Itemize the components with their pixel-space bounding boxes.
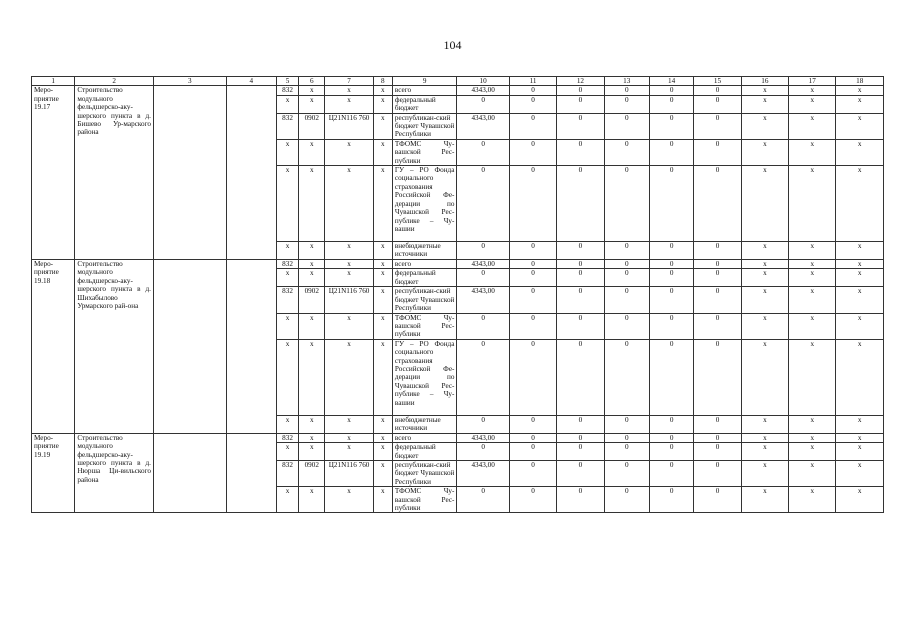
cell-c16: x bbox=[741, 139, 788, 165]
cell-c15: 0 bbox=[694, 415, 741, 433]
cell-c14: 0 bbox=[649, 287, 693, 313]
header-cell-13: 13 bbox=[604, 77, 649, 86]
cell-c16: x bbox=[741, 487, 788, 513]
cell-c5: x bbox=[276, 415, 298, 433]
cell-c13: 0 bbox=[604, 166, 649, 242]
table-row bbox=[32, 260, 884, 269]
col-3-cell bbox=[153, 86, 226, 260]
header-cell-10: 10 bbox=[457, 77, 509, 86]
cell-c18: x bbox=[836, 166, 884, 242]
cell-c12: 0 bbox=[557, 242, 604, 260]
cell-c13: 0 bbox=[604, 415, 649, 433]
cell-c17: x bbox=[789, 242, 836, 260]
cell-c10: 0 bbox=[457, 166, 509, 242]
header-cell-2: 2 bbox=[75, 77, 154, 86]
cell-c15: 0 bbox=[694, 113, 741, 139]
cell-c18: x bbox=[836, 260, 884, 269]
cell-c10: 0 bbox=[457, 339, 509, 415]
cell-c5: 832 bbox=[276, 433, 298, 442]
cell-c14: 0 bbox=[649, 260, 693, 269]
funding-source: республикан-ский бюджет Чувашской Республики bbox=[392, 113, 457, 139]
cell-c6: x bbox=[299, 242, 325, 260]
funding-source: федеральный бюджет bbox=[392, 443, 457, 461]
cell-c13: 0 bbox=[604, 95, 649, 113]
cell-c14: 0 bbox=[649, 242, 693, 260]
cell-c14: 0 bbox=[649, 139, 693, 165]
cell-c8: x bbox=[373, 269, 392, 287]
cell-c10: 0 bbox=[457, 313, 509, 339]
measure-description: Строительство модульного фельдшерско-аку-шерского пункта в д. Бишево Ур-марского района bbox=[75, 86, 154, 260]
header-cell-6: 6 bbox=[299, 77, 325, 86]
cell-c11: 0 bbox=[509, 242, 556, 260]
cell-c18: x bbox=[836, 242, 884, 260]
cell-c17: x bbox=[789, 139, 836, 165]
cell-c7: x bbox=[325, 415, 373, 433]
cell-c13: 0 bbox=[604, 339, 649, 415]
cell-c15: 0 bbox=[694, 433, 741, 442]
cell-c14: 0 bbox=[649, 86, 693, 95]
cell-c17: x bbox=[789, 443, 836, 461]
cell-c8: x bbox=[373, 242, 392, 260]
cell-c5: 832 bbox=[276, 287, 298, 313]
cell-c12: 0 bbox=[557, 339, 604, 415]
cell-c16: x bbox=[741, 260, 788, 269]
cell-c17: x bbox=[789, 113, 836, 139]
header-cell-16: 16 bbox=[741, 77, 788, 86]
funding-source: всего bbox=[392, 260, 457, 269]
cell-c10: 0 bbox=[457, 487, 509, 513]
measure-id: Меро- приятие 19.18 bbox=[32, 260, 75, 434]
cell-c17: x bbox=[789, 86, 836, 95]
funding-source: всего bbox=[392, 86, 457, 95]
cell-c13: 0 bbox=[604, 269, 649, 287]
funding-source: ТФОМС Чу-вашской Рес-публики bbox=[392, 313, 457, 339]
header-cell-17: 17 bbox=[789, 77, 836, 86]
cell-c15: 0 bbox=[694, 287, 741, 313]
cell-c5: 832 bbox=[276, 113, 298, 139]
cell-c8: x bbox=[373, 443, 392, 461]
cell-c7: x bbox=[325, 339, 373, 415]
cell-c7: x bbox=[325, 269, 373, 287]
cell-c15: 0 bbox=[694, 242, 741, 260]
cell-c8: x bbox=[373, 287, 392, 313]
table-row bbox=[32, 86, 884, 95]
cell-c16: x bbox=[741, 95, 788, 113]
cell-c14: 0 bbox=[649, 460, 693, 486]
cell-c14: 0 bbox=[649, 339, 693, 415]
cell-c10: 0 bbox=[457, 415, 509, 433]
cell-c18: x bbox=[836, 269, 884, 287]
cell-c14: 0 bbox=[649, 443, 693, 461]
cell-c8: x bbox=[373, 339, 392, 415]
cell-c16: x bbox=[741, 415, 788, 433]
header-cell-1: 1 bbox=[32, 77, 75, 86]
cell-c7: x bbox=[325, 139, 373, 165]
header-cell-8: 8 bbox=[373, 77, 392, 86]
cell-c7: x bbox=[325, 242, 373, 260]
cell-c13: 0 bbox=[604, 460, 649, 486]
cell-c8: x bbox=[373, 260, 392, 269]
cell-c17: x bbox=[789, 487, 836, 513]
cell-c15: 0 bbox=[694, 86, 741, 95]
cell-c6: x bbox=[299, 339, 325, 415]
cell-c10: 4343,00 bbox=[457, 113, 509, 139]
cell-c17: x bbox=[789, 269, 836, 287]
cell-c13: 0 bbox=[604, 242, 649, 260]
cell-c5: x bbox=[276, 166, 298, 242]
header-cell-4: 4 bbox=[226, 77, 276, 86]
funding-source: ГУ – РО Фонда социального страхования Российской Фе-дерации по Чувашской Рес-публике – Чу-вашии bbox=[392, 166, 457, 242]
cell-c6: 0902 bbox=[299, 287, 325, 313]
cell-c7: Ц21N116 760 bbox=[325, 287, 373, 313]
cell-c5: 832 bbox=[276, 260, 298, 269]
cell-c12: 0 bbox=[557, 415, 604, 433]
funding-source: федеральный бюджет bbox=[392, 95, 457, 113]
cell-c7: x bbox=[325, 86, 373, 95]
cell-c17: x bbox=[789, 166, 836, 242]
col-3-cell bbox=[153, 260, 226, 434]
cell-c17: x bbox=[789, 260, 836, 269]
cell-c15: 0 bbox=[694, 460, 741, 486]
cell-c18: x bbox=[836, 287, 884, 313]
cell-c6: x bbox=[299, 415, 325, 433]
funding-source: федеральный бюджет bbox=[392, 269, 457, 287]
cell-c16: x bbox=[741, 433, 788, 442]
cell-c18: x bbox=[836, 487, 884, 513]
col-3-cell bbox=[153, 433, 226, 513]
cell-c18: x bbox=[836, 95, 884, 113]
cell-c11: 0 bbox=[509, 260, 556, 269]
cell-c12: 0 bbox=[557, 139, 604, 165]
header-cell-7: 7 bbox=[325, 77, 373, 86]
cell-c10: 0 bbox=[457, 443, 509, 461]
cell-c6: 0902 bbox=[299, 113, 325, 139]
measure-id: Меро- приятие 19.19 bbox=[32, 433, 75, 513]
cell-c10: 0 bbox=[457, 95, 509, 113]
header-cell-3: 3 bbox=[153, 77, 226, 86]
header-cell-12: 12 bbox=[557, 77, 604, 86]
cell-c15: 0 bbox=[694, 269, 741, 287]
cell-c14: 0 bbox=[649, 415, 693, 433]
cell-c8: x bbox=[373, 313, 392, 339]
cell-c17: x bbox=[789, 313, 836, 339]
cell-c11: 0 bbox=[509, 113, 556, 139]
table-row bbox=[32, 433, 884, 442]
cell-c12: 0 bbox=[557, 86, 604, 95]
cell-c15: 0 bbox=[694, 487, 741, 513]
cell-c14: 0 bbox=[649, 166, 693, 242]
cell-c16: x bbox=[741, 339, 788, 415]
cell-c10: 4343,00 bbox=[457, 460, 509, 486]
cell-c18: x bbox=[836, 139, 884, 165]
cell-c15: 0 bbox=[694, 313, 741, 339]
cell-c15: 0 bbox=[694, 260, 741, 269]
header-cell-15: 15 bbox=[694, 77, 741, 86]
cell-c8: x bbox=[373, 95, 392, 113]
cell-c12: 0 bbox=[557, 95, 604, 113]
cell-c5: x bbox=[276, 313, 298, 339]
cell-c11: 0 bbox=[509, 86, 556, 95]
cell-c12: 0 bbox=[557, 287, 604, 313]
cell-c6: 0902 bbox=[299, 460, 325, 486]
funding-source: внебюджетные источники bbox=[392, 242, 457, 260]
header-cell-11: 11 bbox=[509, 77, 556, 86]
cell-c5: x bbox=[276, 487, 298, 513]
budget-table bbox=[31, 76, 884, 513]
cell-c10: 4343,00 bbox=[457, 287, 509, 313]
header-cell-9: 9 bbox=[392, 77, 457, 86]
cell-c13: 0 bbox=[604, 260, 649, 269]
page-number: 104 bbox=[443, 38, 462, 52]
cell-c12: 0 bbox=[557, 487, 604, 513]
cell-c12: 0 bbox=[557, 260, 604, 269]
cell-c15: 0 bbox=[694, 139, 741, 165]
cell-c11: 0 bbox=[509, 269, 556, 287]
cell-c17: x bbox=[789, 287, 836, 313]
cell-c7: x bbox=[325, 443, 373, 461]
funding-source: республикан-ский бюджет Чувашской Республики bbox=[392, 287, 457, 313]
col-4-cell bbox=[226, 86, 276, 260]
cell-c10: 0 bbox=[457, 242, 509, 260]
funding-source: ТФОМС Чу-вашской Рес-публики bbox=[392, 487, 457, 513]
cell-c7: Ц21N116 760 bbox=[325, 460, 373, 486]
header-row bbox=[32, 77, 884, 86]
cell-c18: x bbox=[836, 86, 884, 95]
cell-c14: 0 bbox=[649, 433, 693, 442]
col-4-cell bbox=[226, 433, 276, 513]
cell-c5: x bbox=[276, 95, 298, 113]
cell-c6: x bbox=[299, 260, 325, 269]
cell-c8: x bbox=[373, 460, 392, 486]
cell-c14: 0 bbox=[649, 95, 693, 113]
header-cell-18: 18 bbox=[836, 77, 884, 86]
cell-c13: 0 bbox=[604, 433, 649, 442]
cell-c5: x bbox=[276, 339, 298, 415]
cell-c16: x bbox=[741, 113, 788, 139]
cell-c15: 0 bbox=[694, 95, 741, 113]
cell-c8: x bbox=[373, 139, 392, 165]
cell-c11: 0 bbox=[509, 415, 556, 433]
cell-c12: 0 bbox=[557, 313, 604, 339]
cell-c15: 0 bbox=[694, 166, 741, 242]
cell-c17: x bbox=[789, 95, 836, 113]
cell-c6: x bbox=[299, 139, 325, 165]
cell-c10: 4343,00 bbox=[457, 433, 509, 442]
cell-c18: x bbox=[836, 415, 884, 433]
cell-c8: x bbox=[373, 487, 392, 513]
cell-c13: 0 bbox=[604, 287, 649, 313]
cell-c13: 0 bbox=[604, 443, 649, 461]
cell-c10: 0 bbox=[457, 269, 509, 287]
cell-c14: 0 bbox=[649, 313, 693, 339]
header-cell-14: 14 bbox=[649, 77, 693, 86]
cell-c10: 4343,00 bbox=[457, 260, 509, 269]
cell-c16: x bbox=[741, 287, 788, 313]
cell-c13: 0 bbox=[604, 487, 649, 513]
cell-c6: x bbox=[299, 443, 325, 461]
cell-c12: 0 bbox=[557, 443, 604, 461]
col-4-cell bbox=[226, 260, 276, 434]
cell-c16: x bbox=[741, 166, 788, 242]
cell-c13: 0 bbox=[604, 86, 649, 95]
cell-c11: 0 bbox=[509, 139, 556, 165]
cell-c11: 0 bbox=[509, 487, 556, 513]
measure-description: Строительство модульного фельдшерско-аку-шерского пункта в д. Шихабылово Урмарского рай-она bbox=[75, 260, 154, 434]
cell-c5: x bbox=[276, 269, 298, 287]
cell-c17: x bbox=[789, 433, 836, 442]
cell-c10: 0 bbox=[457, 139, 509, 165]
cell-c8: x bbox=[373, 415, 392, 433]
cell-c6: x bbox=[299, 166, 325, 242]
cell-c16: x bbox=[741, 242, 788, 260]
cell-c14: 0 bbox=[649, 487, 693, 513]
cell-c5: 832 bbox=[276, 86, 298, 95]
cell-c13: 0 bbox=[604, 313, 649, 339]
cell-c5: x bbox=[276, 443, 298, 461]
cell-c5: 832 bbox=[276, 460, 298, 486]
cell-c7: x bbox=[325, 313, 373, 339]
cell-c6: x bbox=[299, 86, 325, 95]
cell-c18: x bbox=[836, 433, 884, 442]
cell-c6: x bbox=[299, 95, 325, 113]
cell-c6: x bbox=[299, 313, 325, 339]
cell-c17: x bbox=[789, 415, 836, 433]
cell-c8: x bbox=[373, 433, 392, 442]
cell-c16: x bbox=[741, 313, 788, 339]
cell-c18: x bbox=[836, 443, 884, 461]
cell-c7: x bbox=[325, 95, 373, 113]
cell-c7: x bbox=[325, 487, 373, 513]
cell-c12: 0 bbox=[557, 460, 604, 486]
funding-source: внебюджетные источники bbox=[392, 415, 457, 433]
cell-c5: x bbox=[276, 139, 298, 165]
cell-c13: 0 bbox=[604, 113, 649, 139]
cell-c6: x bbox=[299, 269, 325, 287]
cell-c8: x bbox=[373, 166, 392, 242]
cell-c11: 0 bbox=[509, 443, 556, 461]
cell-c18: x bbox=[836, 339, 884, 415]
funding-source: всего bbox=[392, 433, 457, 442]
cell-c12: 0 bbox=[557, 433, 604, 442]
cell-c18: x bbox=[836, 113, 884, 139]
cell-c12: 0 bbox=[557, 113, 604, 139]
cell-c12: 0 bbox=[557, 166, 604, 242]
cell-c11: 0 bbox=[509, 313, 556, 339]
cell-c16: x bbox=[741, 86, 788, 95]
cell-c7: x bbox=[325, 433, 373, 442]
header-cell-5: 5 bbox=[276, 77, 298, 86]
cell-c5: x bbox=[276, 242, 298, 260]
cell-c6: x bbox=[299, 487, 325, 513]
funding-source: ТФОМС Чу-вашской Рес-публики bbox=[392, 139, 457, 165]
cell-c10: 4343,00 bbox=[457, 86, 509, 95]
cell-c11: 0 bbox=[509, 339, 556, 415]
cell-c11: 0 bbox=[509, 433, 556, 442]
cell-c11: 0 bbox=[509, 287, 556, 313]
cell-c14: 0 bbox=[649, 113, 693, 139]
cell-c14: 0 bbox=[649, 269, 693, 287]
cell-c15: 0 bbox=[694, 339, 741, 415]
measure-description: Строительство модульного фельдшерско-аку-шерского пункта в д. Нюрша Ци-вильского района bbox=[75, 433, 154, 513]
cell-c16: x bbox=[741, 443, 788, 461]
cell-c16: x bbox=[741, 460, 788, 486]
cell-c11: 0 bbox=[509, 166, 556, 242]
cell-c15: 0 bbox=[694, 443, 741, 461]
cell-c18: x bbox=[836, 313, 884, 339]
funding-source: республикан-ский бюджет Чувашской Республики bbox=[392, 460, 457, 486]
cell-c7: Ц21N116 760 bbox=[325, 113, 373, 139]
cell-c12: 0 bbox=[557, 269, 604, 287]
cell-c17: x bbox=[789, 460, 836, 486]
measure-id: Меро- приятие 19.17 bbox=[32, 86, 75, 260]
cell-c11: 0 bbox=[509, 460, 556, 486]
cell-c7: x bbox=[325, 166, 373, 242]
cell-c6: x bbox=[299, 433, 325, 442]
cell-c16: x bbox=[741, 269, 788, 287]
cell-c7: x bbox=[325, 260, 373, 269]
cell-c11: 0 bbox=[509, 95, 556, 113]
cell-c17: x bbox=[789, 339, 836, 415]
funding-source: ГУ – РО Фонда социального страхования Российской Фе-дерации по Чувашской Рес-публике – Чу-вашии bbox=[392, 339, 457, 415]
cell-c8: x bbox=[373, 113, 392, 139]
cell-c8: x bbox=[373, 86, 392, 95]
cell-c13: 0 bbox=[604, 139, 649, 165]
cell-c18: x bbox=[836, 460, 884, 486]
